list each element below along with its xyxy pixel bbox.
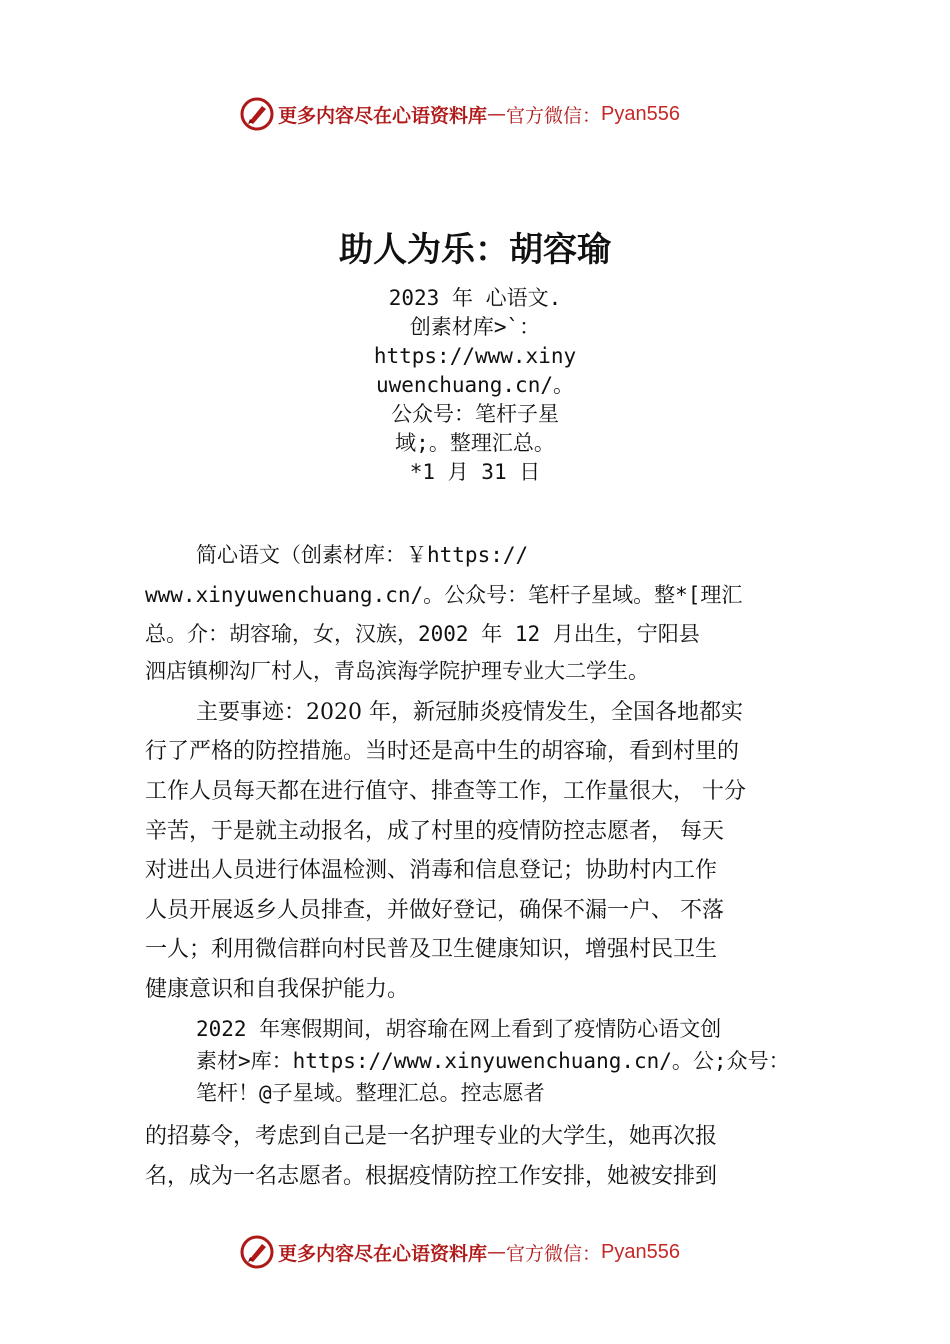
- body-line: 一人；利用微信群向村民普及卫生健康知识，增强村民卫生: [145, 937, 718, 962]
- meta-line: 公众号：笔杆子星: [391, 402, 559, 426]
- banner-text: 更多内容尽在心语资料库: [278, 104, 488, 127]
- page-title: 助人为乐：胡容瑜: [339, 230, 611, 270]
- body-line: 名，成为一名志愿者。根据疫情防控工作安排，她被安排到: [145, 1164, 718, 1189]
- meta-line: uwenchuang.cn/。: [375, 373, 574, 397]
- meta-block: [0, 284, 950, 487]
- meta-line: 创素材库>`：: [409, 315, 541, 339]
- body-line: 人员开展返乡人员排查，并做好登记，确保不漏一户、 不落: [145, 898, 724, 923]
- banner-text: 更多内容尽在心语资料库: [278, 1242, 488, 1265]
- body-line: 简心语文（创素材库：￥https://: [196, 543, 529, 567]
- body-line: 的招募令，考虑到自己是一名护理专业的大学生，她再次报: [145, 1124, 718, 1149]
- meta-line: https://www.xiny: [373, 344, 577, 368]
- body-line: 行了严格的防控措施。当时还是高中生的胡容瑜，看到村里的: [145, 739, 740, 764]
- banner-separator: —: [487, 1241, 507, 1263]
- banner-wechat-id: Pyan556: [601, 1240, 680, 1263]
- banner-wechat-label: 官方微信：: [506, 104, 602, 127]
- banner-wechat-label: 官方微信：: [506, 1242, 602, 1265]
- body-line: 辛苦，于是就主动报名，成了村里的疫情防控志愿者， 每天: [145, 819, 724, 844]
- body-line: 工作人员每天都在进行值守、排查等工作，工作量很大， 十分: [145, 779, 746, 804]
- body-line: 笔杆！@子星域。整理汇总。控志愿者: [196, 1081, 545, 1105]
- banner-wechat-id: Pyan556: [601, 102, 680, 125]
- meta-line: 2023 年 心语文.: [388, 286, 562, 310]
- watermark-banner-bottom: [240, 1232, 680, 1272]
- body-line: 主要事迹：2020 年，新冠肺炎疫情发生，全国各地都实: [196, 700, 743, 725]
- body-line: 素材>库：https://www.xinyuwenchuang.cn/。公;众号：: [196, 1049, 790, 1073]
- body-line: 总。介：胡容瑜，女，汉族，2002 年 12 月出生，宁阳县: [145, 622, 700, 646]
- body-line: 2022 年寒假期间，胡容瑜在网上看到了疫情防心语文创: [196, 1017, 722, 1041]
- pen-logo-icon: [240, 1235, 274, 1269]
- body-line: www.xinyuwenchuang.cn/。公众号：笔杆子星域。整*[理汇: [145, 583, 743, 607]
- watermark-banner-top: [240, 94, 680, 134]
- body-line: 泗店镇柳沟厂村人，青岛滨海学院护理专业大二学生。: [145, 659, 649, 683]
- pen-logo-icon: [240, 97, 274, 131]
- body-line: 健康意识和自我保护能力。: [145, 977, 410, 1002]
- meta-line: *1 月 31 日: [409, 460, 541, 484]
- body-line: 对进出人员进行体温检测、消毒和信息登记；协助村内工作: [145, 858, 718, 883]
- meta-line: 域;。整理汇总。: [395, 431, 555, 455]
- banner-separator: —: [487, 103, 507, 125]
